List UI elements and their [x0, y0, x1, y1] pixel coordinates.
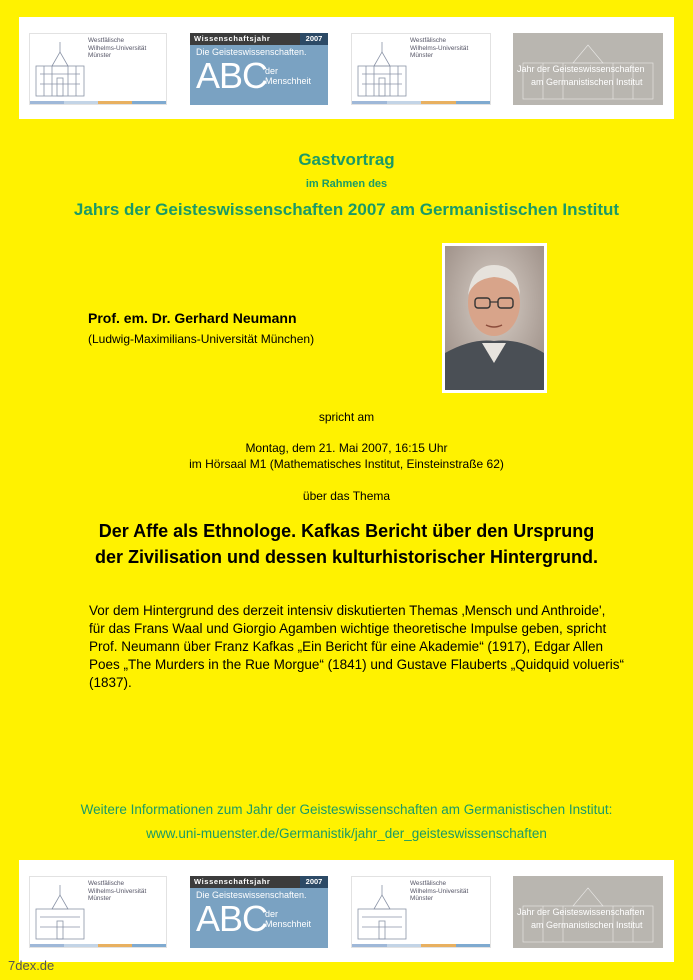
wwu-color-bar	[352, 944, 490, 947]
watermark: 7dex.de	[8, 958, 55, 973]
jdg-logo	[513, 33, 663, 105]
wwu-logo	[29, 33, 167, 105]
jdg-line2: am Germanistischen Institut	[531, 920, 643, 930]
abc-logo	[190, 33, 328, 105]
abc-der: der	[265, 909, 279, 919]
wwu-logo	[351, 876, 491, 948]
wwu-line2: Wilhelms-Universität	[410, 887, 469, 895]
wwu-line2: Wilhelms-Universität	[88, 44, 147, 52]
abc-subtitle: Die Geisteswissenschaften.	[196, 890, 307, 900]
wwu-line1: Westfälische	[88, 37, 125, 44]
abc-der-block	[265, 67, 311, 86]
wwu-color-bar	[30, 101, 166, 104]
logo-strip-bottom	[19, 860, 674, 962]
jdg-line1: Jahr der Geisteswissenschaften	[517, 64, 645, 74]
abstract-line3: Prof. Neumann über Franz Kafkas „Ein Bericht für eine Akademie“ (1917), Edgar Allen	[89, 639, 604, 654]
im-rahmen-text: im Rahmen des	[305, 178, 388, 190]
wwu-logo	[351, 33, 491, 105]
talk-abstract	[89, 602, 649, 692]
event-place: im Hörsaal M1 (Mathematisches Institut, Einsteinstraße 62)	[189, 457, 504, 471]
abstract-line1: Vor dem Hintergrund des derzeit intensiv diskutierten Themas ‚Mensch und Anthroide',	[89, 603, 606, 618]
speaker-portrait-icon	[442, 243, 547, 393]
talk-title-line1: Der Affe als Ethnologe. Kafkas Bericht über den Ursprung	[98, 521, 595, 541]
abc-year: 2007	[300, 876, 328, 888]
abc-der: der	[265, 66, 279, 76]
talk-title	[0, 518, 693, 570]
info-url-link[interactable]: www.uni-muenster.de/Germanistik/jahr_der_geisteswissenschaften	[146, 826, 547, 841]
speaker-affiliation: (Ludwig-Maximilians-Universität München)	[88, 332, 315, 346]
jdg-line2: am Germanistischen Institut	[531, 77, 643, 87]
wwu-color-bar	[352, 101, 490, 104]
logo-strip-top	[19, 17, 674, 119]
abc-logo	[190, 876, 328, 948]
wwu-line2: Wilhelms-Universität	[88, 887, 147, 895]
further-info-text: Weitere Informationen zum Jahr der Geisteswissenschaften am Germanistischen Institut:	[80, 802, 613, 817]
university-building-icon	[352, 38, 412, 104]
abc-menschheit: Menschheit	[265, 918, 312, 929]
wwu-line2: Wilhelms-Universität	[410, 44, 469, 52]
university-building-icon	[30, 38, 90, 104]
abstract-line4: Poes „The Murders in the Rue Morgue“ (1841) und Gustave Flauberts „Quidquid volueris“	[89, 657, 625, 672]
wwu-logo	[29, 876, 167, 948]
speaker-photo	[442, 243, 547, 393]
abc-menschheit: Menschheit	[265, 75, 312, 86]
spricht-am-text: spricht am	[318, 410, 375, 424]
wwu-line3: Münster	[410, 895, 434, 902]
ueber-das-thema-text: über das Thema	[302, 489, 391, 503]
wwu-line3: Münster	[88, 895, 112, 902]
abc-big: ABC	[196, 55, 268, 96]
abc-top-label: Wissenschaftsjahr	[190, 33, 328, 45]
wwu-line1: Westfälische	[410, 37, 447, 44]
abc-year: 2007	[300, 33, 328, 45]
jdg-logo	[513, 876, 663, 948]
university-building-icon	[352, 881, 412, 947]
wwu-line1: Westfälische	[88, 880, 125, 887]
abc-subtitle: Die Geisteswissenschaften.	[196, 47, 307, 57]
abstract-line2: für das Frans Waal und Giorgio Agamben wichtige theoretische Impulse geben, spricht	[89, 621, 607, 636]
wwu-line1: Westfälische	[410, 880, 447, 887]
event-date: Montag, dem 21. Mai 2007, 16:15 Uhr	[245, 441, 448, 455]
talk-title-line2: der Zivilisation und dessen kulturhistorischer Hintergrund.	[94, 547, 599, 567]
abc-big: ABC	[196, 898, 268, 939]
university-building-icon	[30, 881, 90, 947]
wwu-line3: Münster	[410, 52, 434, 59]
jahrs-heading: Jahrs der Geisteswissenschaften 2007 am Germanistischen Institut	[73, 200, 620, 219]
wwu-line3: Münster	[88, 52, 112, 59]
abc-der-block	[265, 910, 311, 929]
jdg-line1: Jahr der Geisteswissenschaften	[517, 907, 645, 917]
wwu-color-bar	[30, 944, 166, 947]
abstract-line5: (1837).	[89, 675, 132, 690]
gastvortrag-heading: Gastvortrag	[298, 150, 395, 169]
speaker-name: Prof. em. Dr. Gerhard Neumann	[88, 310, 297, 326]
abc-top-label: Wissenschaftsjahr	[190, 876, 328, 888]
